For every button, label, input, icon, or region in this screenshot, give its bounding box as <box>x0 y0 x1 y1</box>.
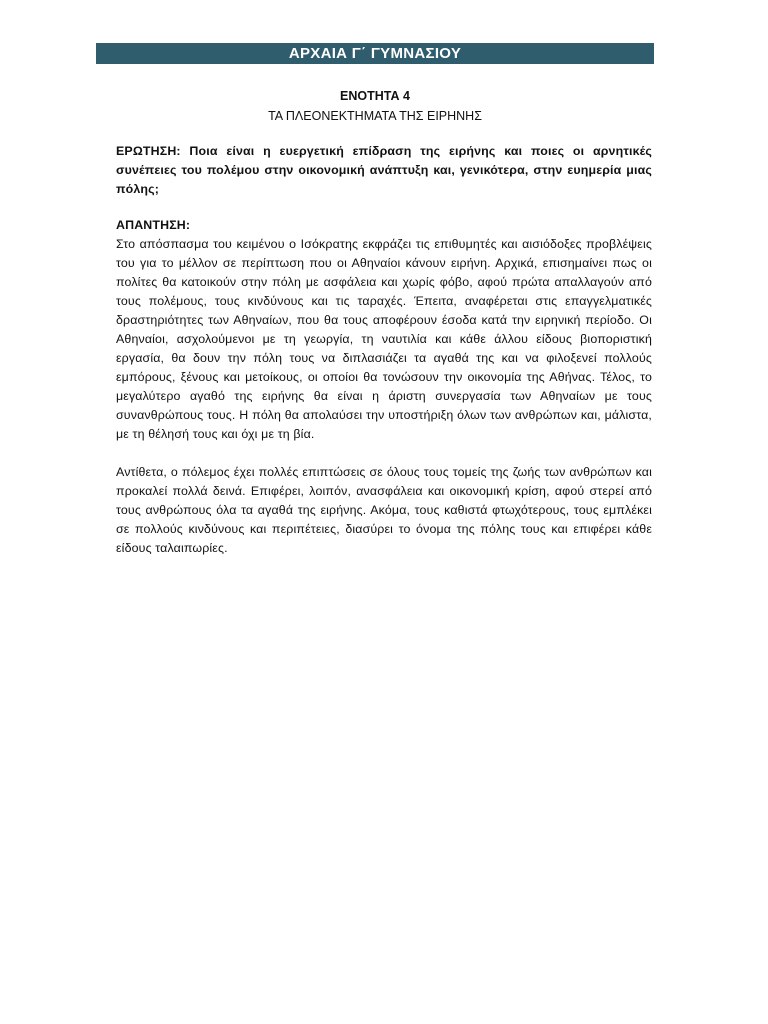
unit-number: ΕΝΟΤΗΤΑ 4 <box>340 89 410 103</box>
answer-paragraph-2: Αντίθετα, ο πόλεμος έχει πολλές επιπτώσεις σε όλους τους τομείς της ζωής των ανθρώπων και προκαλεί πολλά δεινά. Επιφέρει, λοιπόν, ανασφάλεια και οικονομική κρίση, αφού στερεί από τους ανθρώπους όλα τα αγαθά της ειρήνης. Ακόμα, τους καθιστά φτωχότερους, τους εμπλέκει σε πολλούς κινδύνους και περιπέτειες, διασύρει το όνομα της πόλης τους και επιφέρει κάθε είδους ταλαιπωρίες. <box>116 465 652 555</box>
answer-label: ΑΠΑΝΤΗΣΗ: <box>116 218 191 232</box>
question-text: ΕΡΩΤΗΣΗ: Ποια είναι η ευεργετική επίδραση της ειρήνης και ποιες οι αρνητικές συνέπειες του πολέμου στην οικονομική ανάπτυξη και, γενικότερα, στην ευημερία μιας πόλης; <box>116 144 652 196</box>
answer-paragraph-1: Στο απόσπασμα του κειμένου ο Ισόκρατης εκφράζει τις επιθυμητές και αισιόδοξες προβλέψεις του για το μέλλον σε περίπτωση που οι Αθηναίοι κάνουν ειρήνη. Αρχικά, επισημαίνει πως οι πολίτες θα κατοικούν στην πόλη με ασφάλεια και χωρίς φόβο, αφού πρώτα απαλλαγούν από τους πολέμους, τους κινδύνους και τις ταραχές. Έπειτα, αναφέρεται στις επαγγελματικές δραστηριότητες των Αθηναίων, που θα τους αποφέρουν έσοδα κατά την ειρηνική περίοδο. Οι Αθηναίοι, ασχολούμενοι με τη γεωργία, τη ναυτιλία και κάθε άλλου είδους βιοποριστική εργασία, θα δουν την πόλη τους να διπλασιάζει τα αγαθά της και να φιλοξενεί πολλούς εμπόρους, ξένους και μετοίκους, οι οποίοι θα τονώσουν την οικονομία της Αθήνας. Τέλος, το μεγαλύτερο αγαθό της ειρήνης θα είναι η άριστη συνεργασία των Αθηναίων με τους συνανθρώπους τους. Η πόλη θα απολαύσει την υποστήριξη όλων των ανθρώπων και, μάλιστα, με τη θέλησή τους και όχι με τη βία. <box>116 237 652 441</box>
document-header-title: ΑΡΧΑΙΑ Γ΄ ΓΥΜΝΑΣΙΟΥ <box>96 43 654 64</box>
unit-subtitle: ΤΑ ΠΛΕΟΝΕΚΤΗΜΑΤΑ ΤΗΣ ΕΙΡΗΝΗΣ <box>268 109 482 123</box>
